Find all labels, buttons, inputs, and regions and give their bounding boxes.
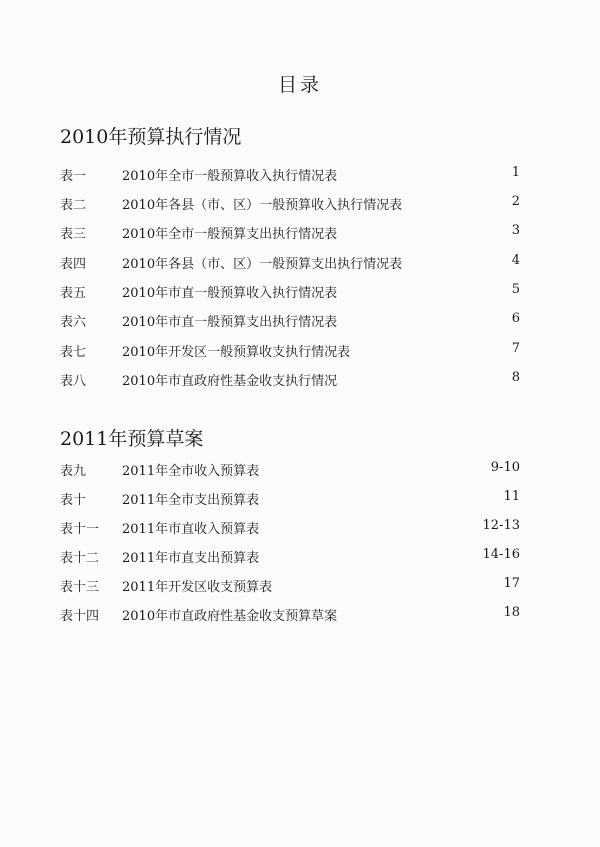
table-number: 表一 <box>60 169 87 184</box>
table-number: 表九 <box>60 464 87 479</box>
table-number: 表三 <box>60 227 87 242</box>
section-heading: 2011年预算草案 <box>60 428 204 450</box>
toc-entry[interactable] <box>0 223 600 243</box>
page-number: 2 <box>511 194 520 209</box>
table-title: 2010年开发区一般预算收支执行情况表 <box>122 345 351 360</box>
page-number: 11 <box>503 489 520 504</box>
page-number: 1 <box>511 165 520 180</box>
toc-entry[interactable] <box>0 311 600 331</box>
toc-entry[interactable] <box>0 547 600 567</box>
table-number: 表五 <box>60 286 87 301</box>
page-number: 5 <box>511 282 520 297</box>
page-number: 3 <box>511 223 520 238</box>
section-2011-budget-draft <box>0 424 600 624</box>
table-title: 2010年全市一般预算支出执行情况表 <box>122 227 338 242</box>
table-title: 2011年市直收入预算表 <box>122 522 260 537</box>
toc-entry[interactable] <box>0 605 600 625</box>
table-number: 表十二 <box>60 551 100 566</box>
table-number: 表七 <box>60 345 87 360</box>
table-number: 表四 <box>60 257 87 272</box>
table-title: 2010年市直一般预算支出执行情况表 <box>122 315 338 330</box>
toc-entry[interactable] <box>0 460 600 480</box>
toc-entry[interactable] <box>0 370 600 390</box>
page-number: 14-16 <box>482 547 520 562</box>
table-title: 2010年全市一般预算收入执行情况表 <box>122 169 338 184</box>
page-number: 6 <box>511 311 520 326</box>
toc-entry[interactable] <box>0 518 600 538</box>
table-title: 2010年市直政府性基金收支预算草案 <box>122 609 338 624</box>
page-title: 目录 <box>277 74 322 96</box>
table-number: 表十三 <box>60 580 100 595</box>
section-heading: 2010年预算执行情况 <box>60 126 242 148</box>
table-title: 2011年全市收入预算表 <box>122 464 260 479</box>
toc-entry[interactable] <box>0 253 600 273</box>
table-number: 表八 <box>60 374 87 389</box>
table-number: 表十一 <box>60 522 100 537</box>
page-number: 4 <box>511 253 520 268</box>
table-title: 2010年市直一般预算收入执行情况表 <box>122 286 338 301</box>
toc-entry[interactable] <box>0 165 600 185</box>
toc-entry[interactable] <box>0 576 600 596</box>
table-title: 2011年市直支出预算表 <box>122 551 260 566</box>
toc-entry[interactable] <box>0 194 600 214</box>
page-number: 17 <box>503 576 520 591</box>
section-2010-execution <box>0 122 600 402</box>
table-title: 2010年市直政府性基金收支执行情况 <box>122 374 338 389</box>
table-number: 表十四 <box>60 609 100 624</box>
page-number: 7 <box>511 341 520 356</box>
toc-entry[interactable] <box>0 282 600 302</box>
page-number: 12-13 <box>482 518 520 533</box>
table-title: 2011年开发区收支预算表 <box>122 580 273 595</box>
table-title: 2010年各县（市、区）一般预算收入执行情况表 <box>122 198 403 213</box>
table-number: 表十 <box>60 493 87 508</box>
table-title: 2011年全市支出预算表 <box>122 493 260 508</box>
page-number: 9-10 <box>490 460 520 475</box>
table-number: 表二 <box>60 198 87 213</box>
page-number: 8 <box>511 370 520 385</box>
table-number: 表六 <box>60 315 87 330</box>
toc-entry[interactable] <box>0 341 600 361</box>
page-number: 18 <box>503 605 520 620</box>
table-title: 2010年各县（市、区）一般预算支出执行情况表 <box>122 257 403 272</box>
toc-entry[interactable] <box>0 489 600 509</box>
